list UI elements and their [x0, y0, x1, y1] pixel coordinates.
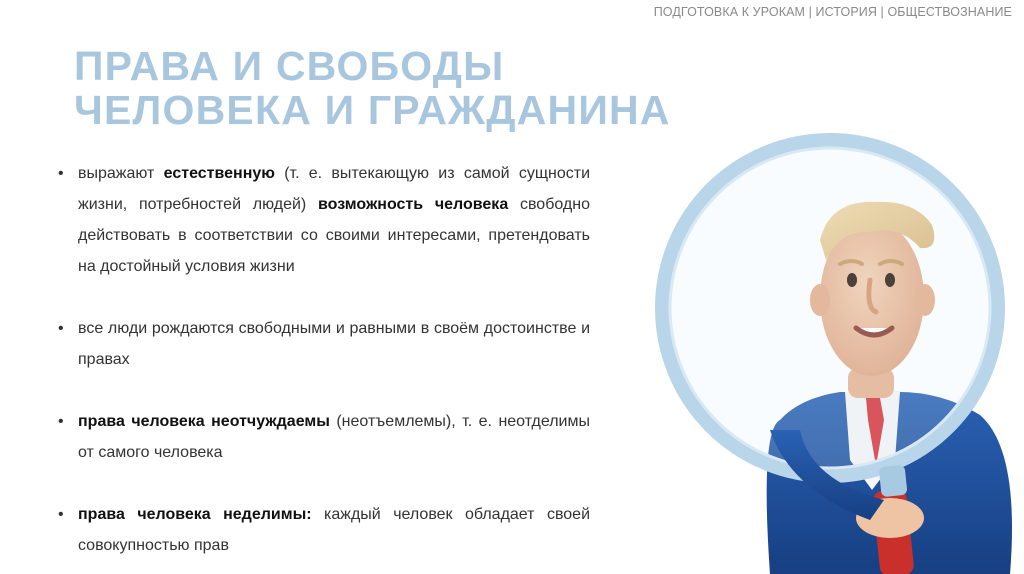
bullet-dot: • [58, 413, 64, 430]
bullet-list [58, 158, 590, 561]
bullet-item-2: • все люди рождаются свободными и равными в своём достоинстве и правах [58, 313, 590, 375]
bullet-dot: • [58, 320, 64, 337]
bullet-item-3: • права человека неотчуждаемы (неотъемлемы), т. е. неотделимы от самого человека [58, 406, 590, 468]
bullet-dot: • [58, 506, 64, 523]
title-line-2: ЧЕЛОВЕКА И ГРАЖДАНИНА [74, 87, 671, 133]
bullet-item-4: • права человека неделимы: каждый человек обладает своей совокупностью прав [58, 499, 590, 561]
course-header: ПОДГОТОВКА К УРОКАМ | ИСТОРИЯ | ОБЩЕСТВОЗНАНИЕ [653, 5, 1012, 19]
bullet-item-1: • выражают естественную (т. е. вытекающую из самой сущности жизни, потребностей людей) возможность человека свободно действовать в соответствии со своими интересами, претендовать на достойный условия жизни [58, 158, 590, 282]
title-line-1: ПРАВА И СВОБОДЫ [74, 43, 505, 89]
businessman-with-magnifying-glass-icon [640, 130, 1020, 574]
bullet-dot: • [58, 165, 64, 182]
slide-title [74, 44, 671, 132]
